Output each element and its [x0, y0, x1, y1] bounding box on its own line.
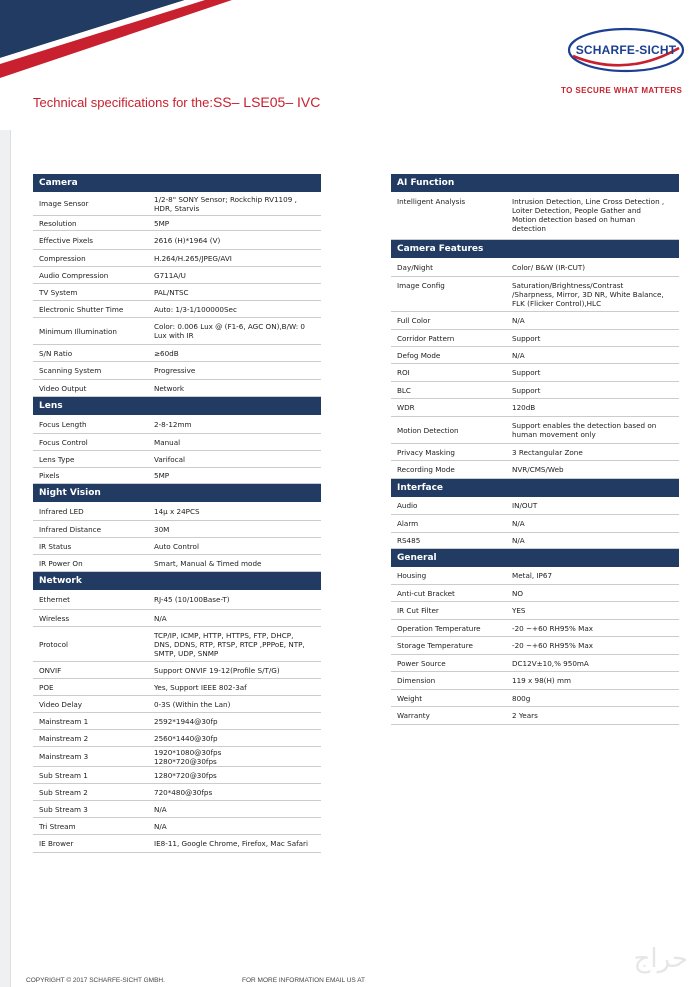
spec-key: Resolution — [39, 218, 77, 228]
spec-row — [33, 555, 321, 572]
spec-key: Weight — [397, 693, 423, 703]
spec-row — [391, 364, 679, 382]
spec-row — [391, 690, 679, 707]
spec-row — [33, 679, 321, 696]
spec-row — [33, 216, 321, 231]
spec-key: Infrared Distance — [39, 524, 102, 534]
page-title — [33, 94, 320, 110]
spec-value: 0-3S (Within the Lan) — [154, 699, 231, 709]
spec-value: Support — [512, 368, 541, 377]
spec-value: -20 ~+60 RH95% Max — [512, 641, 594, 650]
spec-key: Protocol — [39, 639, 68, 649]
spec-value: Auto: 1/3-1/100000Sec — [154, 304, 237, 314]
spec-key: Mainstream 1 — [39, 716, 89, 726]
spec-row — [33, 696, 321, 713]
spec-key: Anti-cut Bracket — [397, 588, 455, 598]
spec-row — [33, 835, 321, 853]
brand-name: SCHARFE-SICHT — [575, 43, 677, 57]
spec-key: Warranty — [397, 711, 430, 720]
section-header-interface: Interface — [391, 479, 679, 497]
spec-value: -20 ~+60 RH95% Max — [512, 623, 594, 633]
spec-key: Wireless — [39, 613, 70, 623]
spec-row — [33, 380, 321, 397]
spec-row — [33, 818, 321, 835]
spec-value: H.264/H.265/JPEG/AVI — [154, 253, 232, 263]
spec-value: 2592*1944@30fp — [154, 716, 218, 726]
spec-row — [33, 767, 321, 784]
spec-value: Support — [512, 333, 541, 343]
spec-row — [33, 662, 321, 679]
spec-key: ONVIF — [39, 665, 62, 675]
spec-key: Defog Mode — [397, 350, 441, 360]
spec-value: 2616 (H)*1964 (V) — [154, 235, 221, 245]
spec-key: Infrared LED — [39, 506, 84, 516]
spec-value: 800g — [512, 693, 531, 703]
spec-value: IE8-11, Google Chrome, Firefox, Mac Safari — [154, 839, 308, 848]
spec-row — [33, 267, 321, 284]
spec-value: Intrusion Detection, Line Cross Detection , Loiter Detection, People Gather and Motion detection based on human detection — [512, 197, 665, 233]
spec-row — [391, 533, 679, 549]
spec-row — [391, 585, 679, 602]
spec-key: BLC — [397, 385, 411, 395]
spec-value: IN/OUT — [512, 501, 538, 510]
spec-row — [33, 434, 321, 451]
spec-value: 1/2-8" SONY Sensor; Rockchip RV1109 , HDR, Starvis — [154, 194, 297, 213]
title-model: SS– LSE05– IVC — [212, 94, 321, 110]
spec-key: IR Cut Filter — [397, 606, 439, 615]
spec-key: Minimum Illumination — [39, 326, 117, 336]
spec-value: 120dB — [512, 403, 536, 412]
spec-key: Focus Length — [39, 419, 87, 429]
brand-tagline: TO SECURE WHAT MATTERS — [561, 86, 683, 95]
spec-row — [33, 345, 321, 362]
spec-key: RS485 — [397, 536, 421, 545]
spec-value: 5MP — [154, 218, 170, 228]
spec-value: N/A — [512, 316, 525, 325]
spec-row — [391, 602, 679, 620]
spec-value: 720*480@30fps — [154, 787, 213, 797]
spec-row — [33, 747, 321, 767]
spec-row — [391, 330, 679, 347]
spec-key: IR Power On — [39, 558, 83, 568]
spec-value: YES — [512, 606, 526, 615]
brand-logo — [567, 26, 685, 74]
left-margin-bar — [0, 130, 11, 987]
spec-row — [33, 502, 321, 521]
spec-row — [391, 192, 679, 240]
spec-value: 14µ x 24PCS — [154, 506, 200, 516]
spec-key: Storage Temperature — [397, 641, 473, 650]
spec-key: Mainstream 3 — [39, 752, 89, 761]
section-header-camera: Camera — [33, 174, 321, 192]
spec-value: Progressive — [154, 366, 196, 375]
spec-value: PAL/NTSC — [154, 287, 189, 297]
section-header-network: Network — [33, 572, 321, 590]
spec-row — [391, 277, 679, 312]
spec-key: Image Config — [397, 281, 445, 290]
spec-row — [33, 362, 321, 380]
spec-value: 2-8-12mm — [154, 419, 192, 429]
spec-value: Smart, Manual & Timed mode — [154, 558, 262, 568]
spec-row — [33, 610, 321, 627]
spec-column-left — [33, 174, 321, 853]
spec-value: Support enables the detection based on human movement only — [512, 421, 657, 439]
spec-row — [33, 318, 321, 345]
spec-row — [391, 655, 679, 672]
section-header-night-vision: Night Vision — [33, 484, 321, 502]
spec-value: Color/ B&W (IR-CUT) — [512, 262, 586, 272]
spec-row — [391, 461, 679, 479]
spec-row — [391, 567, 679, 585]
spec-row — [391, 707, 679, 725]
spec-value: Metal, IP67 — [512, 571, 553, 580]
spec-row — [391, 347, 679, 364]
footer-copyright: COPYRIGHT © 2017 SCHARFE-SICHT GMBH. — [26, 977, 165, 984]
section-header-lens: Lens — [33, 397, 321, 415]
spec-key: POE — [39, 682, 54, 692]
spec-key: Alarm — [397, 519, 419, 528]
spec-key: Focus Control — [39, 437, 88, 447]
spec-value: NVR/CMS/Web — [512, 465, 564, 474]
spec-row — [391, 417, 679, 444]
spec-key: Electronic Shutter Time — [39, 304, 124, 314]
spec-row — [33, 538, 321, 555]
spec-key: Motion Detection — [397, 425, 459, 435]
spec-row — [33, 192, 321, 216]
spec-key: Compression — [39, 253, 86, 263]
spec-key: ROI — [397, 368, 410, 377]
spec-key: Tri Stream — [39, 821, 76, 831]
spec-key: Mainstream 2 — [39, 733, 89, 743]
spec-value: N/A — [154, 821, 167, 831]
spec-key: Sub Stream 1 — [39, 770, 88, 780]
footer-info: FOR MORE INFORMATION EMAIL US AT — [242, 977, 366, 984]
spec-row — [33, 284, 321, 301]
spec-value: RJ-45 (10/100Base-T) — [154, 595, 230, 604]
spec-row — [391, 444, 679, 461]
spec-value: G711A/U — [154, 270, 186, 280]
spec-value: 1920*1080@30fps 1280*720@30fps — [154, 747, 222, 766]
spec-key: Sub Stream 2 — [39, 787, 88, 797]
spec-value: Auto Control — [154, 541, 199, 551]
spec-value: Manual — [154, 437, 181, 447]
spec-column-right — [391, 174, 679, 725]
spec-key: WDR — [397, 403, 415, 412]
section-header-ai-function: AI Function — [391, 174, 679, 192]
spec-key: Pixels — [39, 471, 60, 480]
spec-value: N/A — [512, 350, 525, 360]
watermark: حراج — [633, 944, 688, 974]
spec-row — [33, 415, 321, 434]
spec-key: Audio — [397, 501, 418, 510]
spec-row — [391, 620, 679, 637]
spec-row — [33, 451, 321, 468]
spec-row — [33, 521, 321, 538]
spec-value: 1280*720@30fps — [154, 770, 217, 780]
spec-key: Lens Type — [39, 454, 75, 464]
spec-key: Housing — [397, 571, 427, 580]
spec-key: Video Output — [39, 383, 87, 393]
spec-value: TCP/IP, ICMP, HTTP, HTTPS, FTP, DHCP, DNS, DDNS, RTP, RTSP, RTCP ,PPPoE, NTP, SMTP, UDP, SNMP — [154, 630, 305, 658]
spec-row — [33, 590, 321, 610]
spec-key: Image Sensor — [39, 199, 89, 208]
spec-value: 2 Years — [512, 711, 538, 720]
section-header-general: General — [391, 549, 679, 567]
spec-value: 2560*1440@30fp — [154, 733, 218, 743]
spec-key: Dimension — [397, 676, 436, 685]
spec-row — [33, 301, 321, 318]
spec-value: DC12V±10,% 950mA — [512, 658, 589, 668]
spec-row — [391, 399, 679, 417]
spec-value: NO — [512, 588, 524, 598]
spec-key: Sub Stream 3 — [39, 804, 88, 814]
spec-value: Saturation/Brightness/Contrast /Sharpness, Mirror, 3D NR, White Balance, FLK (Flicker Control),HLC — [512, 280, 664, 308]
spec-value: Color: 0.006 Lux @ (F1-6, AGC ON),B/W: 0 Lux with IR — [154, 322, 305, 340]
spec-row — [33, 784, 321, 801]
spec-row — [33, 250, 321, 267]
spec-key: Video Delay — [39, 699, 83, 709]
spec-key: Effective Pixels — [39, 235, 94, 245]
spec-row — [391, 258, 679, 277]
spec-value: 5MP — [154, 471, 170, 480]
spec-key: IE Brower — [39, 839, 74, 848]
spec-key: Power Source — [397, 658, 446, 668]
spec-row — [33, 730, 321, 747]
spec-key: Scanning System — [39, 366, 102, 375]
spec-key: Full Color — [397, 316, 431, 325]
spec-row — [391, 382, 679, 399]
spec-row — [33, 468, 321, 484]
header-stripes — [0, 0, 260, 90]
spec-key: Recording Mode — [397, 465, 455, 474]
spec-row — [391, 312, 679, 330]
spec-value: N/A — [512, 519, 525, 528]
spec-row — [391, 672, 679, 690]
spec-row — [33, 231, 321, 250]
spec-value: ≥60dB — [154, 348, 179, 358]
spec-value: N/A — [512, 536, 525, 545]
spec-row — [33, 801, 321, 818]
spec-key: Privacy Masking — [397, 447, 455, 457]
spec-row — [391, 515, 679, 533]
spec-row — [391, 637, 679, 655]
spec-key: IR Status — [39, 541, 72, 551]
spec-key: Intelligent Analysis — [397, 197, 466, 206]
spec-key: S/N Ratio — [39, 348, 73, 358]
spec-value: 119 x 98(H) mm — [512, 676, 571, 685]
spec-value: 3 Rectangular Zone — [512, 447, 583, 457]
spec-value: Network — [154, 383, 185, 393]
spec-key: Day/Night — [397, 262, 433, 272]
spec-value: Support ONVIF 19-12(Profile S/T/G) — [154, 665, 280, 675]
spec-key: Ethernet — [39, 595, 70, 604]
spec-key: Audio Compression — [39, 270, 109, 280]
spec-value: 30M — [154, 524, 170, 534]
spec-value: Yes, Support IEEE 802-3af — [154, 682, 247, 692]
title-prefix: Technical specifications for the: — [33, 95, 213, 110]
spec-key: Operation Temperature — [397, 623, 481, 633]
section-header-camera-features: Camera Features — [391, 240, 679, 258]
spec-key: Corridor Pattern — [397, 333, 455, 343]
spec-row — [33, 713, 321, 730]
spec-value: Support — [512, 385, 541, 395]
spec-value: N/A — [154, 804, 167, 814]
spec-value: Varifocal — [154, 454, 185, 464]
spec-value: N/A — [154, 613, 167, 623]
spec-row — [33, 627, 321, 662]
spec-key: TV System — [39, 287, 78, 297]
spec-row — [391, 497, 679, 515]
